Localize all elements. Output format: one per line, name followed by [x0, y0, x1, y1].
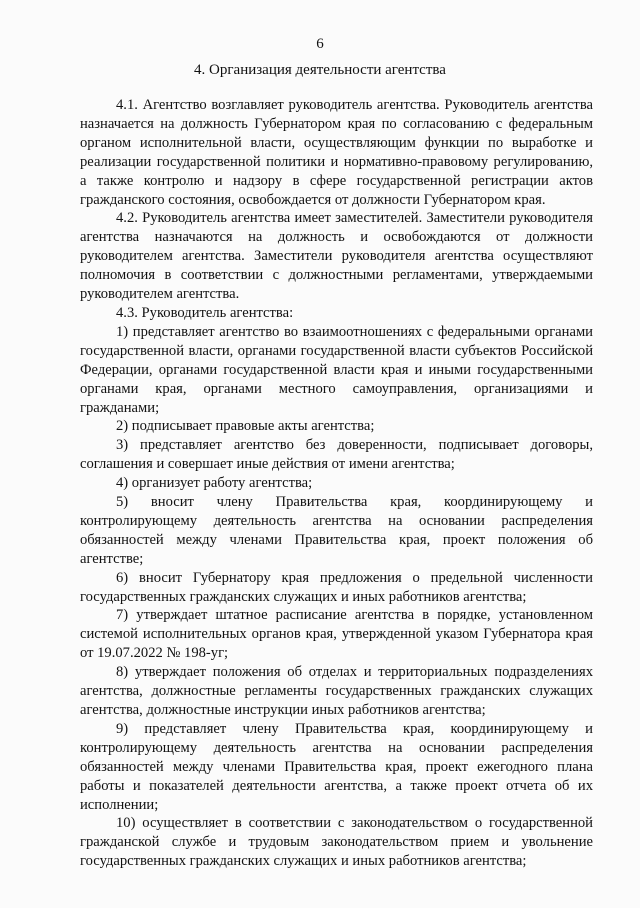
list-item-8: 8) утверждает положения об отделах и территориальных подразделениях агентства, должностные регламенты государственных гражданских служащих агентства, должностные инструкции иных работников агентства;: [80, 664, 593, 718]
paragraph-4-3: 4.3. Руководитель агентства:: [116, 304, 294, 321]
page-number: 6: [316, 36, 324, 52]
section-heading: 4. Организация деятельности агентства: [194, 62, 446, 78]
list-item-6: 6) вносит Губернатору края предложения о предельной численности государственных гражданских служащих и иных работников агентства;: [80, 569, 593, 605]
paragraph-4-1: 4.1. Агентство возглавляет руководитель агентства. Руководитель агентства назначается на должность Губернатором края по согласованию с федеральным органом исполнительной власти, осуществляющим функции по выработке и реализации государственной политики и нормативно-правовому регулированию, а также контролю и надзору в сфере государственной регистрации актов гражданского состояния, освобождается от должности Губернатором края.: [80, 97, 593, 208]
list-item-4: 4) организует работу агентства;: [116, 475, 313, 492]
list-item-5: 5) вносит члену Правительства края, координирующему и контролирующему деятельность агентства на основании распределения обязанностей между членами Правительства края, проект положения об агентстве;: [80, 494, 593, 567]
list-item-10: 10) осуществляет в соответствии с законодательством о государственной гражданской службе и трудовым законодательством прием и увольнение государственных гражданских служащих и иных работников агентства;: [80, 815, 593, 870]
list-item-9: 9) представляет члену Правительства края, координирующему и контролирующему деятельность агентства на основании распределения обязанностей между членами Правительства края, проект ежегодного плана работы и показателей деятельности агентства, а также проект отчета об их исполнении;: [80, 720, 593, 813]
list-item-2: 2) подписывает правовые акты агентства;: [116, 418, 375, 435]
list-item-1: 1) представляет агентство во взаимоотношениях с федеральными органами государственной власти, органами государственной власти субъектов Российской Федерации, органами государственной власти края и иными государственными органами края, органами местного самоуправления, организациями и гражданами;: [80, 323, 593, 416]
list-item-7: 7) утверждает штатное расписание агентства в порядке, установленном системой исполнительных органов края, утвержденной указом Губернатора края от 19.07.2022 № 198-уг;: [80, 607, 593, 662]
paragraph-4-2: 4.2. Руководитель агентства имеет заместителей. Заместители руководителя агентства назначаются на должность и освобождаются от должности руководителем агентства. Заместители руководителя агентства осуществляют полномочия в соответствии с должностными регламентами, утверждаемыми руководителем агентства.: [80, 210, 593, 303]
list-item-3: 3) представляет агентство без доверенности, подписывает договоры, соглашения и совершает иные действия от имени агентства;: [80, 437, 593, 473]
document-body: [80, 96, 593, 871]
